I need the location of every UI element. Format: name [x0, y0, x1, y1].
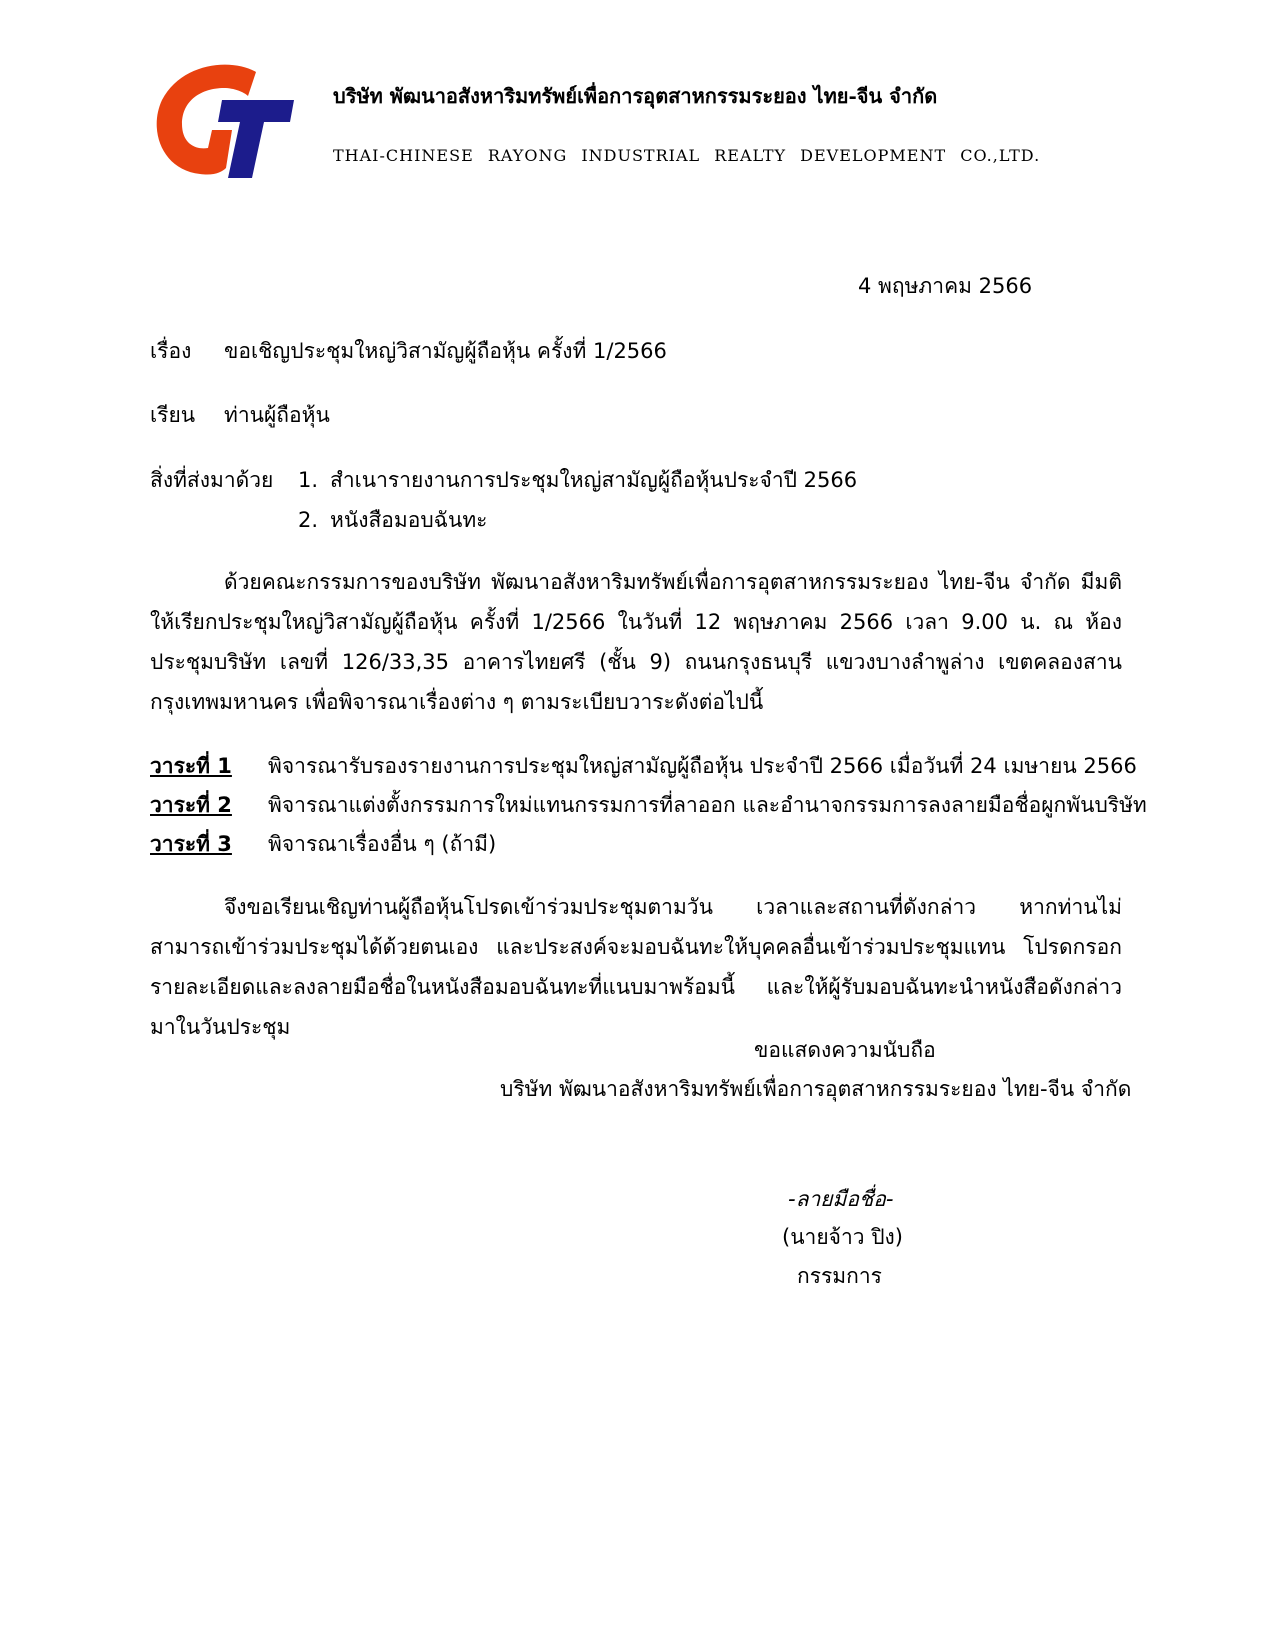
letter-date: 4 พฤษภาคม 2566: [858, 274, 1033, 298]
agenda-text: พิจารณารับรองรายงานการประชุมใหญ่สามัญผู้ถือหุ้น ประจำปี 2566 เมื่อวันที่ 24 เมษายน 2566: [268, 754, 1137, 778]
signatory-title: กรรมการ: [797, 1264, 882, 1288]
recipient-label: เรียน: [150, 403, 196, 427]
enclosures-label: สิ่งที่ส่งมาด้วย: [150, 468, 274, 492]
body-paragraph-invitation: ด้วยคณะกรรมการของบริษัท พัฒนาอสังหาริมทรัพย์เพื่อการอุตสาหกรรมระยอง ไทย-จีน จำกัด มีมติให้เรียกประชุมใหญ่วิสามัญผู้ถือหุ้น ครั้งที่ 1/2566 ในวันที่ 12 พฤษภาคม 2566 เวลา 9.00 น. ณ ห้องประชุมบริษัท เลขที่ 126/33,35 อาคารไทยศรี (ชั้น 9) ถนนกรุงธนบุรี แขวงบางลำพูล่าง เขตคลองสาน กรุงเทพมหานคร เพื่อพิจารณาเรื่องต่าง ๆ ตามระเบียบวาระดังต่อไปนี้: [150, 570, 1122, 714]
signature-line: -ลายมือชื่อ-: [788, 1187, 894, 1211]
enclosure-number: 1.: [298, 468, 319, 492]
recipient-text: ท่านผู้ถือหุ้น: [224, 403, 330, 427]
agenda-label: วาระที่ 1: [150, 754, 232, 778]
enclosure-number: 2.: [298, 508, 319, 532]
closing-company-name: บริษัท พัฒนาอสังหาริมทรัพย์เพื่อการอุตสาหกรรมระยอง ไทย-จีน จำกัด: [500, 1077, 1132, 1101]
closing-salutation: ขอแสดงความนับถือ: [754, 1038, 936, 1062]
signatory-name: (นายจ้าว ปิง): [782, 1225, 903, 1249]
company-logo: [152, 60, 294, 178]
company-name-english: THAI-CHINESE RAYONG INDUSTRIAL REALTY DEVELOPMENT CO.,LTD.: [333, 146, 1041, 165]
agenda-text: พิจารณาแต่งตั้งกรรมการใหม่แทนกรรมการที่ลาออก และอำนาจกรรมการลงลายมือชื่อผูกพันบริษัท: [268, 793, 1147, 817]
company-name-thai: บริษัท พัฒนาอสังหาริมทรัพย์เพื่อการอุตสาหกรรมระยอง ไทย-จีน จำกัด: [333, 84, 938, 108]
agenda-label: วาระที่ 2: [150, 793, 232, 817]
subject-label: เรื่อง: [150, 339, 192, 363]
agenda-text: พิจารณาเรื่องอื่น ๆ (ถ้ามี): [268, 832, 497, 856]
body-paragraph-attendance: จึงขอเรียนเชิญท่านผู้ถือหุ้นโปรดเข้าร่วมประชุมตามวัน เวลาและสถานที่ดังกล่าว หากท่านไม่สามารถเข้าร่วมประชุมได้ด้วยตนเอง และประสงค์จะมอบฉันทะให้บุคคลอื่นเข้าร่วมประชุมแทน โปรดกรอกรายละเอียดและลงลายมือชื่อในหนังสือมอบฉันทะที่แนบมาพร้อมนี้ และให้ผู้รับมอบฉันทะนำหนังสือดังกล่าวมาในวันประชุม: [150, 895, 1122, 1039]
enclosure-item: หนังสือมอบฉันทะ: [330, 508, 488, 532]
subject-text: ขอเชิญประชุมใหญ่วิสามัญผู้ถือหุ้น ครั้งที่ 1/2566: [224, 339, 667, 363]
enclosure-item: สำเนารายงานการประชุมใหญ่สามัญผู้ถือหุ้นประจำปี 2566: [330, 468, 858, 492]
agenda-label: วาระที่ 3: [150, 832, 232, 856]
